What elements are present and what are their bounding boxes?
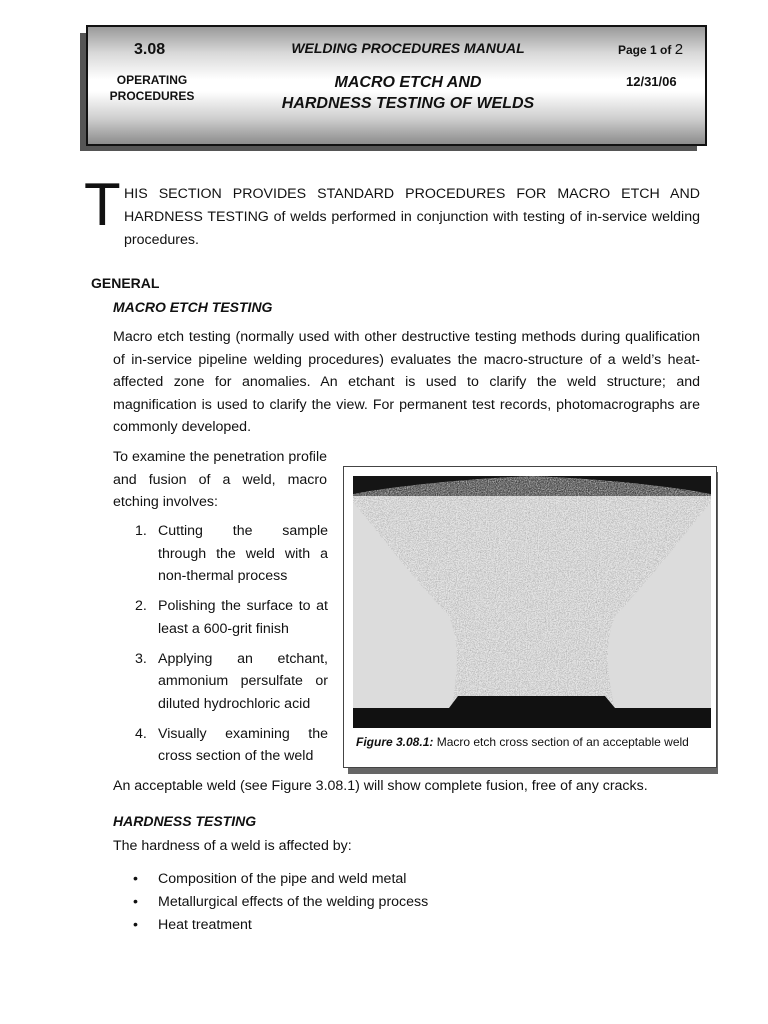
- weld-cross-section-image: [353, 476, 711, 728]
- page-label: Page 1 of: [618, 43, 672, 57]
- title-line-2: HARDNESS TESTING OF WELDS: [281, 95, 535, 112]
- manual-title: WELDING PROCEDURES MANUAL: [291, 40, 525, 56]
- step-item: 2. Polishing the surface to at least a 600-grit finish: [135, 598, 328, 637]
- list-item: • Heat treatment: [113, 914, 428, 937]
- acceptable-weld-text: An acceptable weld (see Figure 3.08.1) will show complete fusion, free of any cracks.: [113, 778, 648, 794]
- step-item: 1. Cutting the sample through the weld with a non-thermal process: [135, 523, 328, 584]
- page-indicator: [618, 41, 683, 58]
- section-category: OPERATING PROCEDURES: [109, 73, 195, 103]
- hardness-intro: The hardness of a weld is affected by:: [113, 838, 352, 854]
- figure-macro-etch: [343, 466, 717, 768]
- procedure-steps: [113, 520, 328, 775]
- page-total: 2: [674, 41, 684, 58]
- macro-etch-paragraph: Macro etch testing (normally used with other destructive testing methods during qualification of in-service pipeline welding procedures) evaluates the macro-structure of a weld’s heat-affected zone for anomalies. An etchant is used to clarify the weld structure; and magnification is used to clarify the view. For permanent test records, photomacrographs are commonly developed.: [113, 329, 700, 435]
- list-item: • Metallurgical effects of the welding process: [113, 891, 428, 914]
- step-item: 4. Visually examining the cross section of the weld: [135, 725, 328, 764]
- macro-etch-heading: MACRO ETCH TESTING: [113, 299, 273, 315]
- figure-caption: Figure 3.08.1: Macro etch cross section of an acceptable weld: [356, 735, 689, 749]
- hardness-factors-list: [113, 868, 428, 937]
- intro-paragraph: [124, 183, 700, 252]
- revision-date: 12/31/06: [626, 74, 677, 89]
- hardness-testing-heading: HARDNESS TESTING: [113, 813, 257, 829]
- section-number: 3.08: [134, 41, 166, 58]
- intro-rest: of welds performed in conjunction with testing of in-service welding procedures.: [124, 209, 700, 248]
- title-line-1: MACRO ETCH AND: [334, 74, 482, 91]
- document-title: [248, 72, 568, 114]
- step-item: 3. Applying an etchant, ammonium persulfate or diluted hydrochloric acid: [135, 650, 328, 712]
- document-header: [86, 25, 707, 146]
- intro-caps: HIS SECTION PROVIDES STANDARD PROCEDURES FOR MACRO ETCH AND HARDNESS TESTING: [124, 186, 700, 225]
- drop-cap: T: [84, 171, 121, 238]
- general-heading: GENERAL: [91, 275, 160, 291]
- steps-intro: To examine the penetration profile and fusion of a weld, macro etching involves:: [113, 449, 327, 510]
- figure-label: Figure 3.08.1:: [356, 735, 434, 749]
- list-item: • Composition of the pipe and weld metal: [113, 868, 428, 891]
